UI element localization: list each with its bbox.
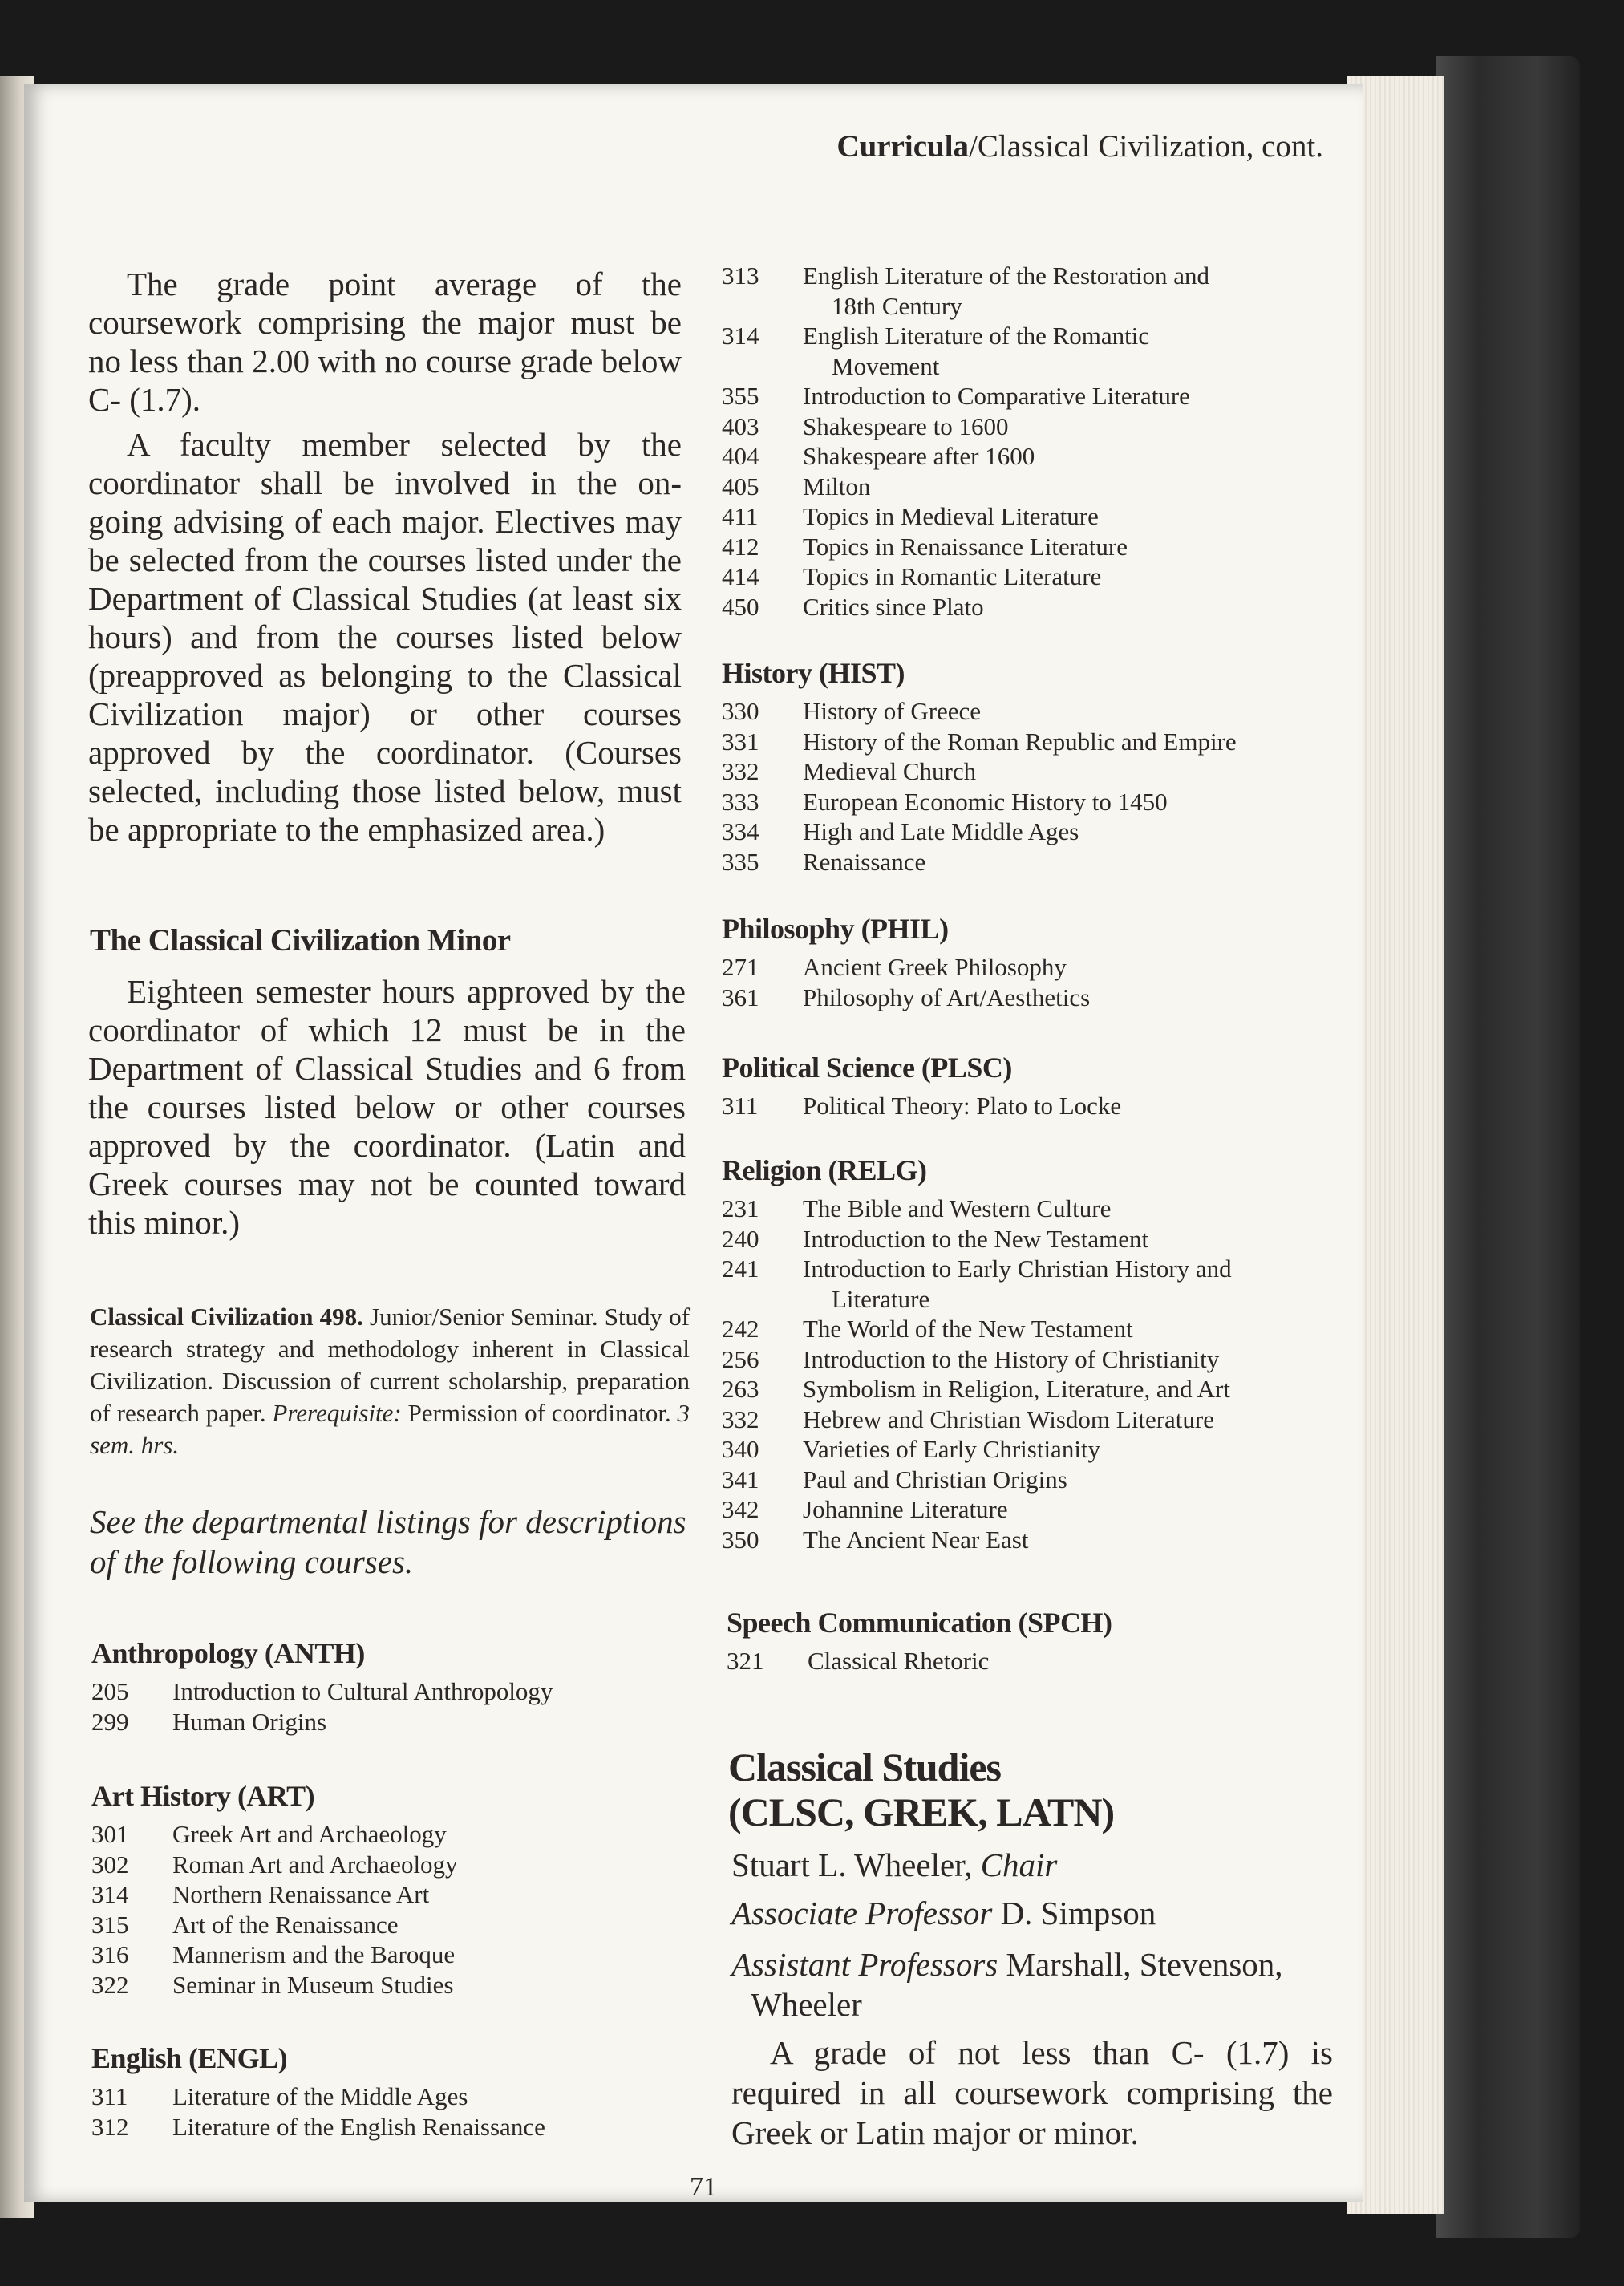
- course-title: Ancient Greek Philosophy: [803, 953, 1067, 981]
- course-title: Roman Art and Archaeology: [172, 1850, 458, 1879]
- course-row: [722, 847, 1331, 878]
- department-heading: Religion (RELG): [722, 1154, 927, 1186]
- course-row: [722, 1344, 1339, 1375]
- department-heading: English (ENGL): [91, 2042, 288, 2074]
- course-number: 341: [722, 1465, 759, 1494]
- department-history: [722, 656, 1331, 877]
- course-row: [722, 983, 1331, 1013]
- gpa-requirement-paragraph: The grade point average of the coursework comprising the major must be no less than 2.00 with no course grade below C- (1.7).: [88, 265, 682, 418]
- course-title: Greek Art and Archaeology: [172, 1820, 447, 1848]
- department-heading: Speech Communication (SPCH): [727, 1607, 1112, 1639]
- course-row: [722, 501, 1331, 532]
- department-religion: [722, 1153, 1339, 1554]
- course-title: English Literature of the Restoration and 18th Century: [803, 261, 1331, 321]
- course-title: Introduction to Comparative Literature: [803, 382, 1190, 410]
- course-title: Literature of the Middle Ages: [172, 2082, 468, 2110]
- course-row: [722, 592, 1331, 622]
- course-title: English Literature of the Romantic Movement: [803, 321, 1331, 381]
- course-number: 411: [722, 502, 759, 530]
- course-number: 335: [722, 847, 759, 876]
- course-title: Paul and Christian Origins: [803, 1465, 1067, 1494]
- course-number: 299: [91, 1707, 129, 1736]
- department-anthropology: [91, 1636, 669, 1737]
- course-title: The Ancient Near East: [803, 1525, 1029, 1554]
- course-row: [722, 1525, 1339, 1555]
- course-title: High and Late Middle Ages: [803, 817, 1079, 845]
- course-row: [722, 532, 1331, 562]
- course-row: [722, 756, 1331, 787]
- course-row: [722, 787, 1331, 817]
- course-row: [722, 696, 1331, 727]
- course-number: 331: [722, 727, 759, 756]
- department-heading: Anthropology (ANTH): [91, 1637, 365, 1669]
- course-row: [722, 261, 1331, 321]
- course-row: [91, 1819, 669, 1850]
- course-title: Introduction to Early Christian History and Literature: [803, 1254, 1339, 1314]
- department-english-continued: [722, 261, 1331, 622]
- course-title: Classical Rhetoric: [808, 1647, 990, 1675]
- course-row: [722, 817, 1331, 847]
- advising-paragraph: A faculty member selected by the coordinator shall be involved in the on-going advising of each major. Electives may be selected from the courses listed under the Department of Classical Studies (at least six hours) and from the courses listed below (preapproved as belonging to the Classical Civilization major) or other courses approved by the coordinator. (Courses selected, including those listed below, must be appropriate to the emphasized area.): [88, 426, 682, 848]
- course-title: Hebrew and Christian Wisdom Literature: [803, 1404, 1214, 1433]
- course-row: [91, 1850, 669, 1880]
- course-title: Literature of the English Renaissance: [172, 2112, 545, 2141]
- course-title: Philosophy of Art/Aesthetics: [803, 983, 1091, 1011]
- course-row: [722, 1194, 1339, 1224]
- course-row: [91, 1910, 669, 1940]
- course-title: Topics in Romantic Literature: [803, 562, 1102, 590]
- course-row: [91, 1970, 669, 2000]
- department-political-science: [722, 1051, 1331, 1121]
- course-title: Seminar in Museum Studies: [172, 1970, 454, 1999]
- course-title-continuation: Literature: [832, 1284, 930, 1313]
- department-heading: Philosophy (PHIL): [722, 913, 949, 945]
- course-title: Symbolism in Religion, Literature, and Art: [803, 1375, 1230, 1403]
- course-row: [91, 1879, 669, 1910]
- course-number: 316: [91, 1940, 129, 1968]
- course-number: 412: [722, 532, 759, 561]
- course-number: 321: [727, 1647, 764, 1675]
- course-row: [727, 1646, 1336, 1676]
- department-heading: Art History (ART): [91, 1780, 315, 1812]
- course-title: Introduction to the New Testament: [803, 1224, 1149, 1253]
- course-title-continuation: 18th Century: [832, 291, 962, 320]
- course-number: 205: [91, 1677, 129, 1705]
- course-number: 311: [722, 1092, 759, 1120]
- department-speech-communication: [727, 1606, 1336, 1676]
- course-row: [722, 1374, 1339, 1404]
- course-title-continuation: Movement: [832, 351, 940, 380]
- course-number: 240: [722, 1224, 759, 1253]
- department-heading: History (HIST): [722, 657, 905, 689]
- faculty-assistant-professors: Assistant Professors Marshall, Stevenson, Wheeler: [731, 1946, 1283, 2023]
- course-title: Shakespeare to 1600: [803, 411, 1009, 440]
- course-number: 322: [91, 1970, 129, 1999]
- course-title: Political Theory: Plato to Locke: [803, 1092, 1122, 1120]
- course-number: 314: [91, 1880, 129, 1908]
- course-number: 450: [722, 592, 759, 621]
- course-number: 263: [722, 1375, 759, 1403]
- course-row: [91, 1939, 669, 1970]
- course-number: 314: [722, 322, 759, 350]
- course-title: Medieval Church: [803, 757, 977, 785]
- minor-paragraph: Eighteen semester hours approved by the coordinator of which 12 must be in the Department of Classical Studies and 6 from the courses listed below or other courses approved by the coordinator. (Latin and Greek courses may not be counted toward this minor.): [88, 973, 686, 1241]
- course-row: [722, 1091, 1331, 1121]
- course-row: [722, 952, 1331, 983]
- course-title: Topics in Renaissance Literature: [803, 532, 1128, 561]
- course-row: [722, 561, 1331, 592]
- course-number: 330: [722, 697, 759, 725]
- course-title: Johannine Literature: [803, 1495, 1008, 1523]
- classical-studies-requirement: A grade of not less than C- (1.7) is required in all coursework comprising the Greek or Latin major or minor.: [731, 2034, 1333, 2151]
- course-title: Introduction to the History of Christianity: [803, 1344, 1220, 1373]
- course-title: Human Origins: [172, 1707, 327, 1736]
- course-number: 361: [722, 983, 759, 1011]
- department-philosophy: [722, 912, 1331, 1012]
- course-number: 301: [91, 1820, 129, 1848]
- course-number: 414: [722, 562, 759, 590]
- course-number: 334: [722, 817, 759, 845]
- course-number: 313: [722, 261, 759, 290]
- course-title: Critics since Plato: [803, 592, 984, 621]
- course-number: 342: [722, 1495, 759, 1523]
- faculty-chair: Stuart L. Wheeler, Chair: [731, 1846, 1058, 1883]
- course-number: 332: [722, 1404, 759, 1433]
- course-number: 340: [722, 1435, 759, 1463]
- course-row: [91, 2081, 669, 2112]
- course-row: [722, 411, 1331, 442]
- course-row: [722, 1314, 1339, 1344]
- course-number: 231: [722, 1194, 759, 1222]
- course-number: 405: [722, 472, 759, 501]
- course-title: Introduction to Cultural Anthropology: [172, 1677, 553, 1705]
- course-title: The World of the New Testament: [803, 1315, 1133, 1343]
- course-number: 403: [722, 411, 759, 440]
- course-row: [91, 2112, 669, 2142]
- course-number: 302: [91, 1850, 129, 1879]
- course-number: 312: [91, 2112, 129, 2141]
- course-number: 333: [722, 787, 759, 816]
- department-english: [91, 2041, 669, 2142]
- course-row: [722, 1224, 1339, 1254]
- course-number: 332: [722, 757, 759, 785]
- department-art-history: [91, 1779, 669, 2000]
- course-row: [722, 381, 1331, 411]
- course-number: 350: [722, 1525, 759, 1554]
- minor-heading: The Classical Civilization Minor: [90, 923, 511, 958]
- course-row: [722, 321, 1331, 381]
- course-row: [722, 472, 1331, 502]
- course-title: Milton: [803, 472, 871, 501]
- course-row: [722, 1465, 1339, 1495]
- course-number: 404: [722, 442, 759, 470]
- running-head: Curricula/Classical Civilization, cont.: [836, 129, 1323, 164]
- course-row: [722, 727, 1331, 757]
- course-row: [91, 1707, 669, 1737]
- course-row: [722, 1494, 1339, 1525]
- course-row: [91, 1676, 669, 1707]
- course-number: 271: [722, 953, 759, 981]
- course-row: [722, 1254, 1339, 1314]
- course-title: Varieties of Early Christianity: [803, 1435, 1101, 1463]
- department-heading: Political Science (PLSC): [722, 1052, 1012, 1084]
- course-row: [722, 1404, 1339, 1435]
- course-title: History of the Roman Republic and Empire: [803, 727, 1237, 756]
- course-title: Northern Renaissance Art: [172, 1880, 430, 1908]
- course-title: Topics in Medieval Literature: [803, 502, 1099, 530]
- course-title: Renaissance: [803, 847, 926, 876]
- course-title: Shakespeare after 1600: [803, 442, 1035, 470]
- course-number: 311: [91, 2082, 128, 2110]
- book-cover-edge: [1436, 56, 1580, 2238]
- course-number: 242: [722, 1315, 759, 1343]
- classical-studies-heading: Classical Studies (CLSC, GREK, LATN): [728, 1745, 1115, 1834]
- course-number: 355: [722, 382, 759, 410]
- course-number: 241: [722, 1254, 759, 1283]
- seminar-course-description: Classical Civilization 498. Junior/Senior Seminar. Study of research strategy and methodology inherent in Classical Civilization. Discussion of current scholarship, preparation of research paper. Prerequisite: Permission of coordinator. 3 sem. hrs.: [90, 1303, 691, 1459]
- course-title: Art of the Renaissance: [172, 1910, 399, 1939]
- departmental-listings-note: See the departmental listings for descriptions of the following courses.: [90, 1503, 686, 1580]
- course-title: Mannerism and the Baroque: [172, 1940, 456, 1968]
- course-title: History of Greece: [803, 697, 982, 725]
- course-number: 256: [722, 1344, 759, 1373]
- course-title: The Bible and Western Culture: [803, 1194, 1112, 1222]
- faculty-associate-professor: Associate Professor D. Simpson: [731, 1895, 1156, 1931]
- page-number: 71: [690, 2172, 717, 2202]
- course-title: European Economic History to 1450: [803, 787, 1168, 816]
- course-row: [722, 1434, 1339, 1465]
- course-row: [722, 441, 1331, 472]
- course-number: 315: [91, 1910, 129, 1939]
